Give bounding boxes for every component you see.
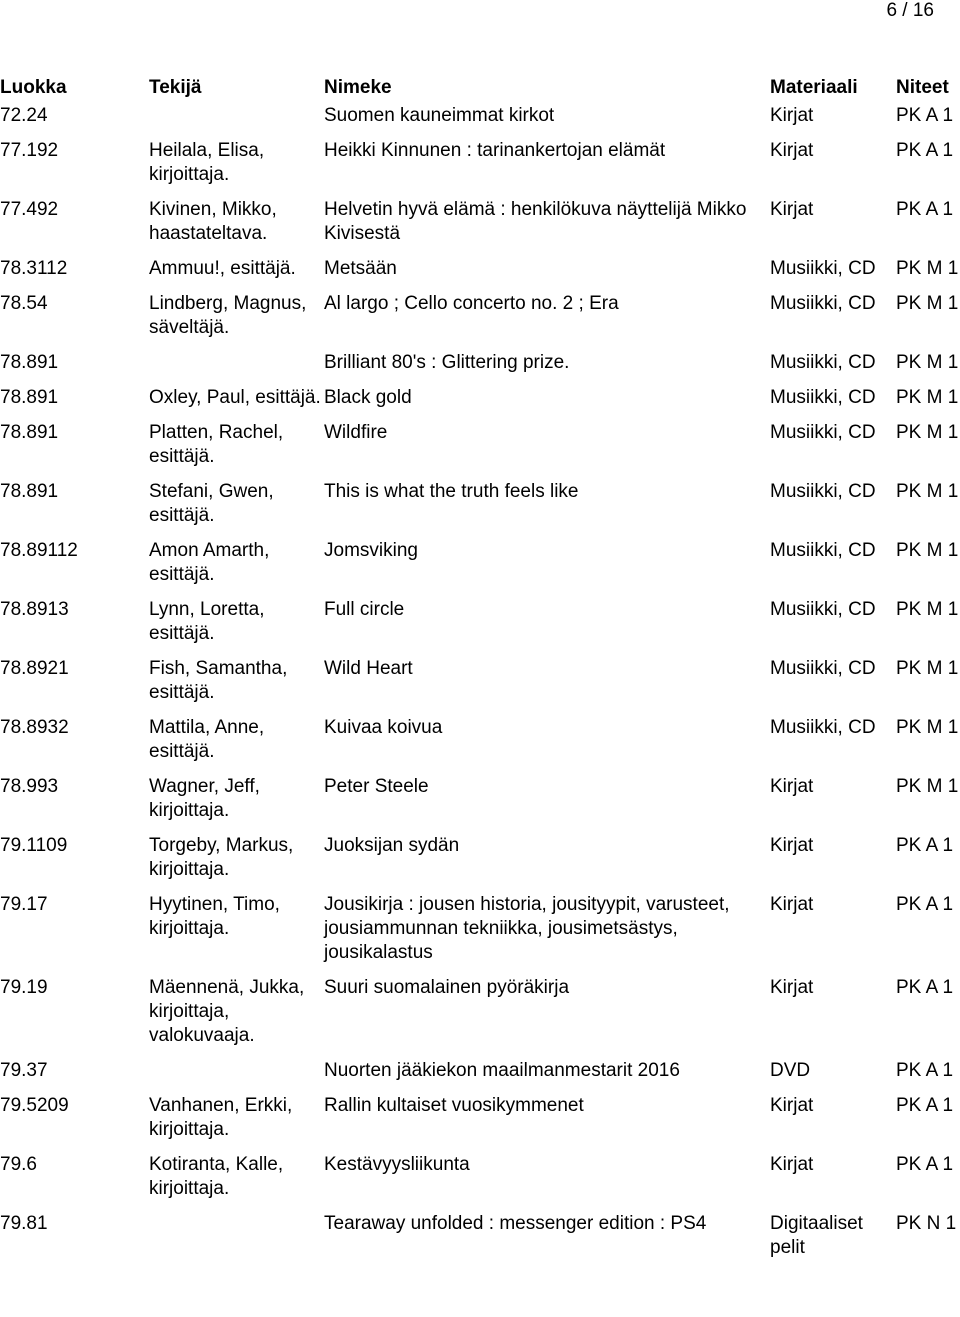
cell-nimeke: Brilliant 80's : Glittering prize. — [324, 352, 570, 373]
cell-materiaali: Kirjat — [770, 894, 814, 915]
cell-luokka: 78.891 — [0, 387, 59, 408]
cell-nimeke: Black gold — [324, 387, 412, 408]
cell-nimeke: Tearaway unfolded : messenger edition : PS4 — [324, 1213, 707, 1234]
cell-materiaali: Musiikki, CD — [770, 717, 876, 738]
table-row — [0, 976, 960, 1059]
cell-luokka: 79.19 — [0, 977, 48, 998]
cell-tekija: Vanhanen, Erkki, kirjoittaja. — [149, 1095, 293, 1140]
cell-tekija: Hyytinen, Timo, kirjoittaja. — [149, 894, 280, 939]
cell-tekija — [149, 1212, 324, 1260]
cell-niteet: PK A 1 — [896, 140, 954, 161]
cell-materiaali: DVD — [770, 1060, 811, 1081]
table-row — [0, 539, 960, 598]
cell-niteet: PK A 1 — [896, 105, 954, 126]
cell-tekija: Kivinen, Mikko, haastateltava. — [149, 199, 277, 244]
cell-tekija: Mäennenä, Jukka, kirjoittaja, valokuvaaja. — [149, 977, 305, 1046]
cell-niteet: PK N 1 — [896, 1213, 957, 1234]
cell-tekija — [149, 351, 324, 375]
cell-nimeke: Peter Steele — [324, 776, 429, 797]
cell-niteet: PK M 1 — [896, 717, 959, 738]
cell-nimeke: Suomen kauneimmat kirkot — [324, 105, 555, 126]
cell-luokka: 79.37 — [0, 1060, 48, 1081]
cell-niteet: PK A 1 — [896, 1060, 954, 1081]
table-row — [0, 386, 960, 421]
cell-materiaali: Kirjat — [770, 835, 814, 856]
cell-tekija: Kotiranta, Kalle, kirjoittaja. — [149, 1154, 284, 1199]
cell-nimeke: Kestävyysliikunta — [324, 1154, 470, 1175]
cell-luokka: 79.1109 — [0, 835, 68, 856]
page-number: 6 / 16 — [886, 0, 934, 21]
cell-nimeke: Juoksijan sydän — [324, 835, 460, 856]
cell-nimeke: Metsään — [324, 258, 397, 279]
cell-niteet: PK M 1 — [896, 658, 959, 679]
cell-tekija: Oxley, Paul, esittäjä. — [149, 387, 321, 408]
cell-niteet: PK A 1 — [896, 199, 954, 220]
cell-materiaali: Musiikki, CD — [770, 599, 876, 620]
cell-nimeke: Wildfire — [324, 422, 388, 443]
table-row — [0, 598, 960, 657]
cell-luokka: 77.492 — [0, 199, 59, 220]
cell-materiaali: Kirjat — [770, 1095, 814, 1116]
cell-materiaali: Kirjat — [770, 977, 814, 998]
cell-materiaali: Kirjat — [770, 1154, 814, 1175]
cell-luokka: 78.8932 — [0, 717, 69, 738]
table-row — [0, 421, 960, 480]
cell-tekija: Wagner, Jeff, kirjoittaja. — [149, 776, 260, 821]
cell-luokka: 78.8921 — [0, 658, 69, 679]
cell-niteet: PK A 1 — [896, 1154, 954, 1175]
cell-niteet: PK A 1 — [896, 977, 954, 998]
header-tekija: Tekijä — [149, 77, 202, 98]
table-row — [0, 198, 960, 257]
cell-luokka: 79.81 — [0, 1213, 48, 1234]
cell-materiaali: Musiikki, CD — [770, 387, 876, 408]
cell-niteet: PK A 1 — [896, 894, 954, 915]
cell-tekija: Fish, Samantha, esittäjä. — [149, 658, 288, 703]
cell-tekija — [149, 104, 324, 128]
acquisitions-list — [0, 76, 960, 1271]
cell-niteet: PK M 1 — [896, 599, 959, 620]
table-row — [0, 139, 960, 198]
cell-niteet: PK M 1 — [896, 293, 959, 314]
cell-luokka: 78.993 — [0, 776, 59, 797]
table-row — [0, 775, 960, 834]
cell-materiaali: Musiikki, CD — [770, 481, 876, 502]
cell-luokka: 78.89112 — [0, 540, 78, 561]
cell-luokka: 79.5209 — [0, 1095, 69, 1116]
cell-nimeke: Wild Heart — [324, 658, 413, 679]
cell-luokka: 72.24 — [0, 105, 48, 126]
cell-nimeke: Rallin kultaiset vuosikymmenet — [324, 1095, 584, 1116]
table-row — [0, 1153, 960, 1212]
header-row — [0, 76, 960, 104]
cell-nimeke: Jomsviking — [324, 540, 418, 561]
table-row — [0, 351, 960, 386]
cell-nimeke: Suuri suomalainen pyöräkirja — [324, 977, 570, 998]
cell-niteet: PK A 1 — [896, 1095, 954, 1116]
table-row — [0, 1059, 960, 1094]
cell-tekija: Lynn, Loretta, esittäjä. — [149, 599, 265, 644]
cell-tekija: Platten, Rachel, esittäjä. — [149, 422, 284, 467]
cell-niteet: PK M 1 — [896, 481, 959, 502]
cell-tekija: Lindberg, Magnus, säveltäjä. — [149, 293, 307, 338]
table-row — [0, 104, 960, 139]
cell-tekija: Heilala, Elisa, kirjoittaja. — [149, 140, 265, 185]
cell-tekija — [149, 1059, 324, 1083]
cell-nimeke: Kuivaa koivua — [324, 717, 443, 738]
cell-luokka: 78.8913 — [0, 599, 69, 620]
cell-materiaali: Musiikki, CD — [770, 540, 876, 561]
cell-materiaali: Kirjat — [770, 140, 814, 161]
cell-luokka: 78.891 — [0, 422, 59, 443]
cell-materiaali: Musiikki, CD — [770, 422, 876, 443]
rows-container — [0, 104, 960, 1271]
cell-tekija: Ammuu!, esittäjä. — [149, 258, 296, 279]
cell-nimeke: Full circle — [324, 599, 405, 620]
cell-niteet: PK M 1 — [896, 540, 959, 561]
cell-materiaali: Kirjat — [770, 199, 814, 220]
table-row — [0, 257, 960, 292]
table-row — [0, 716, 960, 775]
cell-tekija: Torgeby, Markus, kirjoittaja. — [149, 835, 294, 880]
cell-niteet: PK M 1 — [896, 422, 959, 443]
cell-nimeke: Nuorten jääkiekon maailmanmestarit 2016 — [324, 1060, 680, 1081]
cell-materiaali: Musiikki, CD — [770, 258, 876, 279]
table-row — [0, 1094, 960, 1153]
cell-tekija: Mattila, Anne, esittäjä. — [149, 717, 265, 762]
cell-tekija: Amon Amarth, esittäjä. — [149, 540, 270, 585]
cell-nimeke: Jousikirja : jousen historia, jousityypit, varusteet, jousiammunnan tekniikka, jousimetsästys, jousikalastus — [324, 894, 730, 963]
cell-niteet: PK M 1 — [896, 258, 959, 279]
table-row — [0, 1212, 960, 1271]
cell-niteet: PK M 1 — [896, 352, 959, 373]
cell-luokka: 78.891 — [0, 481, 59, 502]
cell-nimeke: Helvetin hyvä elämä : henkilökuva näyttelijä Mikko Kivisestä — [324, 199, 747, 244]
cell-materiaali: Kirjat — [770, 105, 814, 126]
cell-luokka: 79.6 — [0, 1154, 37, 1175]
table-row — [0, 893, 960, 976]
cell-materiaali: Musiikki, CD — [770, 352, 876, 373]
header-niteet: Niteet — [896, 77, 949, 98]
cell-nimeke: This is what the truth feels like — [324, 481, 579, 502]
table-row — [0, 480, 960, 539]
header-luokka: Luokka — [0, 77, 67, 98]
table-row — [0, 657, 960, 716]
cell-nimeke: Al largo ; Cello concerto no. 2 ; Era — [324, 293, 619, 314]
cell-materiaali: Kirjat — [770, 776, 814, 797]
cell-luokka: 78.54 — [0, 293, 48, 314]
cell-materiaali: Digitaaliset pelit — [770, 1213, 863, 1258]
table-row — [0, 834, 960, 893]
cell-tekija: Stefani, Gwen, esittäjä. — [149, 481, 274, 526]
cell-niteet: PK M 1 — [896, 387, 959, 408]
header-materiaali: Materiaali — [770, 77, 858, 98]
cell-niteet: PK A 1 — [896, 835, 954, 856]
cell-luokka: 78.891 — [0, 352, 59, 373]
cell-materiaali: Musiikki, CD — [770, 658, 876, 679]
cell-luokka: 77.192 — [0, 140, 59, 161]
cell-nimeke: Heikki Kinnunen : tarinankertojan elämät — [324, 140, 666, 161]
header-nimeke: Nimeke — [324, 77, 392, 98]
cell-luokka: 79.17 — [0, 894, 48, 915]
table-row — [0, 292, 960, 351]
cell-niteet: PK M 1 — [896, 776, 959, 797]
cell-materiaali: Musiikki, CD — [770, 293, 876, 314]
cell-luokka: 78.3112 — [0, 258, 68, 279]
